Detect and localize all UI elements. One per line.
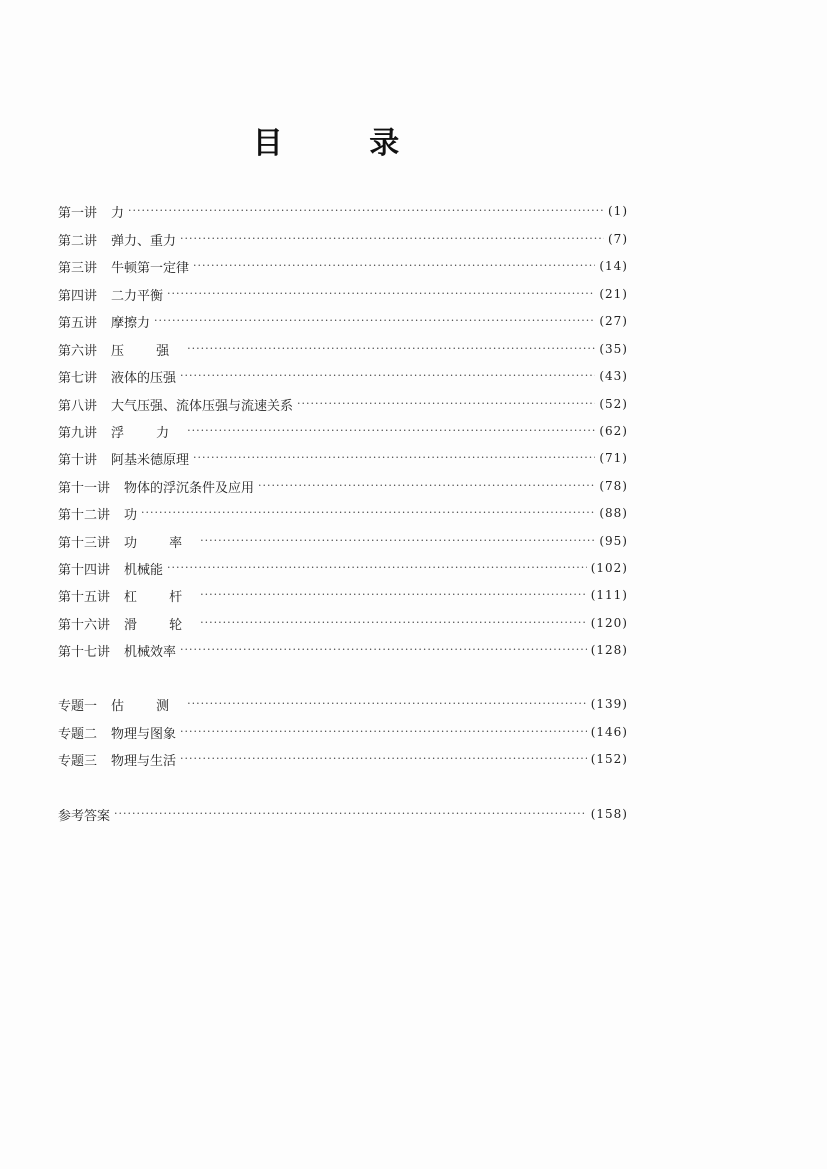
toc-entry-page-number: (21) <box>599 287 628 301</box>
toc-entry[interactable] <box>58 749 628 769</box>
toc-entry-label: 第十四讲 <box>58 562 111 578</box>
toc-entry-title: 机械效率 <box>124 644 177 660</box>
toc-entry-label: 第十讲 <box>58 452 98 468</box>
toc-entry[interactable] <box>58 448 628 468</box>
toc-entry-page-number: (128) <box>590 643 628 657</box>
toc-entry-page-number: (152) <box>590 752 628 766</box>
toc-entry-page-number: (78) <box>599 479 628 493</box>
toc-entry-label: 第十三讲 <box>58 535 111 551</box>
toc-entry-label: 第八讲 <box>58 398 98 414</box>
toc-entry-page-number: (158) <box>590 807 628 821</box>
toc-entry-title: 杠 杆 <box>124 589 197 605</box>
toc-entry-label: 第十五讲 <box>58 589 111 605</box>
dot-leader <box>187 694 587 714</box>
toc-entry-page-number: (146) <box>590 725 628 739</box>
toc-entry-label: 专题一 <box>58 698 98 714</box>
toc-entry-label: 第十一讲 <box>58 480 111 496</box>
toc-entry[interactable] <box>58 722 628 742</box>
toc-entry-page-number: (1) <box>608 204 628 218</box>
toc-entry-title: 功 <box>124 507 138 523</box>
dot-leader <box>187 421 595 441</box>
dot-leader <box>200 613 587 633</box>
toc-entry-title: 估 测 <box>111 698 184 714</box>
dot-leader <box>193 448 595 468</box>
dot-leader <box>180 640 587 660</box>
toc-entry[interactable] <box>58 311 628 331</box>
toc-entry-label: 第十六讲 <box>58 617 111 633</box>
page-title: 目 录 <box>252 126 438 161</box>
dot-leader <box>297 394 595 414</box>
toc-entry[interactable] <box>58 804 628 824</box>
toc-entry-title: 机械能 <box>124 562 164 578</box>
toc-entry[interactable] <box>58 694 628 714</box>
toc-entry-page-number: (27) <box>599 314 628 328</box>
toc-entry[interactable] <box>58 531 628 551</box>
dot-leader <box>141 503 595 523</box>
dot-leader <box>180 722 587 742</box>
dot-leader <box>187 339 595 359</box>
toc-entry-label: 第六讲 <box>58 343 98 359</box>
toc-entry-title: 物理与图象 <box>111 726 177 742</box>
toc-entry[interactable] <box>58 613 628 633</box>
toc-entry-page-number: (7) <box>608 232 628 246</box>
toc-entry-page-number: (95) <box>599 534 628 548</box>
toc-entry-title: 二力平衡 <box>111 288 164 304</box>
toc-entry-title: 功 率 <box>124 535 197 551</box>
toc-entry-label: 第十七讲 <box>58 644 111 660</box>
toc-entry-page-number: (71) <box>599 451 628 465</box>
toc-entry-title: 大气压强、流体压强与流速关系 <box>111 398 294 414</box>
toc-entry[interactable] <box>58 503 628 523</box>
dot-leader <box>193 256 595 276</box>
toc-entry-page-number: (14) <box>599 259 628 273</box>
toc-entry-label: 第二讲 <box>58 233 98 249</box>
toc-entry-title: 物体的浮沉条件及应用 <box>124 480 255 496</box>
dot-leader <box>180 366 595 386</box>
toc-entry-page-number: (88) <box>599 506 628 520</box>
toc-entry[interactable] <box>58 366 628 386</box>
toc-entry-label: 第九讲 <box>58 425 98 441</box>
dot-leader <box>258 476 595 496</box>
toc-entry[interactable] <box>58 558 628 578</box>
toc-entry-page-number: (62) <box>599 424 628 438</box>
toc-entry-page-number: (120) <box>590 616 628 630</box>
toc-entry-page-number: (139) <box>590 697 628 711</box>
toc-entry-page-number: (102) <box>590 561 628 575</box>
toc-entry-page-number: (35) <box>599 342 628 356</box>
toc-entry[interactable] <box>58 284 628 304</box>
toc-entry-label: 第三讲 <box>58 260 98 276</box>
toc-entry[interactable] <box>58 201 628 221</box>
toc-entry-title: 参考答案 <box>58 808 111 824</box>
toc-entry-label: 第五讲 <box>58 315 98 331</box>
toc-entry[interactable] <box>58 229 628 249</box>
dot-leader <box>180 749 587 769</box>
toc-entry[interactable] <box>58 339 628 359</box>
dot-leader <box>128 201 604 221</box>
toc-entry-title: 滑 轮 <box>124 617 197 633</box>
toc-entry[interactable] <box>58 640 628 660</box>
toc-entry-label: 专题二 <box>58 726 98 742</box>
toc-entry-page-number: (111) <box>590 588 628 602</box>
toc-entry-label: 专题三 <box>58 753 98 769</box>
dot-leader <box>200 585 587 605</box>
toc-entry[interactable] <box>58 476 628 496</box>
dot-leader <box>167 558 587 578</box>
toc-entry[interactable] <box>58 256 628 276</box>
toc-entry-label: 第七讲 <box>58 370 98 386</box>
toc-entry-title: 压 强 <box>111 343 184 359</box>
toc-entry[interactable] <box>58 585 628 605</box>
toc-entry-title: 物理与生活 <box>111 753 177 769</box>
toc-entry-label: 第四讲 <box>58 288 98 304</box>
dot-leader <box>180 229 604 249</box>
toc-entry-page-number: (43) <box>599 369 628 383</box>
toc-entry-title: 弹力、重力 <box>111 233 177 249</box>
toc-entry[interactable] <box>58 394 628 414</box>
toc-entry-label: 第十二讲 <box>58 507 111 523</box>
dot-leader <box>114 804 587 824</box>
toc-entry-title: 浮 力 <box>111 425 184 441</box>
dot-leader <box>154 311 595 331</box>
toc-entry-title: 摩擦力 <box>111 315 151 331</box>
toc-entry-title: 阿基米德原理 <box>111 452 190 468</box>
toc-entry-title: 液体的压强 <box>111 370 177 386</box>
toc-entry[interactable] <box>58 421 628 441</box>
toc-entry-label: 第一讲 <box>58 205 98 221</box>
toc-entry-title: 牛顿第一定律 <box>111 260 190 276</box>
toc-entry-page-number: (52) <box>599 397 628 411</box>
toc-entry-title: 力 <box>111 205 125 221</box>
dot-leader <box>200 531 595 551</box>
dot-leader <box>167 284 595 304</box>
